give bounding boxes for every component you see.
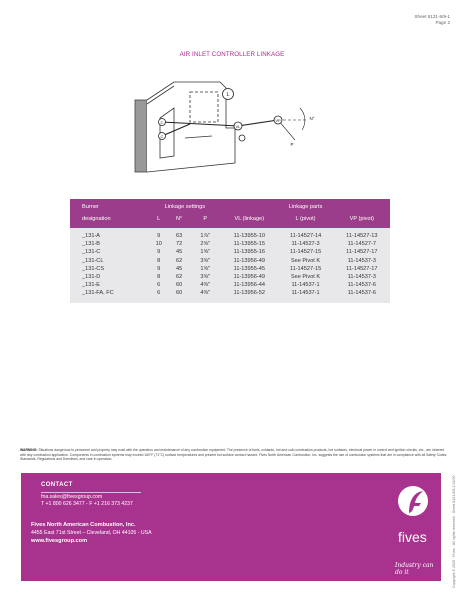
- cell-vl-linkage: 11-13955-16: [221, 248, 277, 256]
- table-row: [70, 257, 390, 265]
- sheet-reference: [414, 14, 450, 26]
- cell-l-pivot: 11-14527-14: [277, 228, 333, 240]
- cell-p: 1⅞": [189, 228, 221, 240]
- cell-p: 4⅜": [189, 289, 221, 302]
- brand-tagline: Industry can do it: [395, 562, 434, 576]
- header-vp-pivot: VP (pivot): [334, 213, 390, 228]
- cell-vl-linkage: 11-13956-44: [221, 281, 277, 289]
- warning-label: WARNING:: [20, 448, 38, 452]
- sheet-number: Sheet 6131-8/9-1: [414, 14, 450, 19]
- linkage-diagram: [130, 78, 330, 178]
- cell-burner: _131-CS: [70, 265, 149, 273]
- cell-vl-linkage: 11-13955-45: [221, 265, 277, 273]
- page-title: AIR INLET CONTROLLER LINKAGE: [179, 51, 285, 58]
- cell-p: 1⅝": [189, 248, 221, 256]
- cell-l: 9: [149, 228, 169, 240]
- contact-phone: T +1 800 626 3477 - F +1 216 373 4237: [41, 501, 133, 507]
- cell-vl-linkage: 11-13956-52: [221, 289, 277, 302]
- cell-n: 72: [169, 240, 189, 248]
- cell-p: 3⅝": [189, 257, 221, 265]
- cell-burner: _131-D: [70, 273, 149, 281]
- cell-n: 63: [169, 228, 189, 240]
- cell-vp-pivot: 11-14527-7: [334, 240, 390, 248]
- header-linkage-parts: Linkage parts: [221, 199, 390, 213]
- header-linkage-settings: Linkage settings: [149, 199, 222, 213]
- cell-l: 10: [149, 240, 169, 248]
- diagram-label-c1: C: [160, 120, 164, 125]
- warning-notice: [20, 448, 448, 462]
- header-n: N°: [169, 213, 189, 228]
- cell-l-pivot: 11-14537-1: [277, 289, 333, 302]
- cell-p: 2⅝": [189, 240, 221, 248]
- copyright-side-text: Copyright © 2020 · Fives · All rights reserved · Sheet 6131-8/9-1 02/20: [452, 475, 456, 588]
- cell-burner: _131-A: [70, 228, 149, 240]
- cell-l-pivot: 11-14527-15: [277, 265, 333, 273]
- table-row: [70, 289, 390, 302]
- diagram-label-l: L: [226, 92, 230, 98]
- table-group-header-row: [70, 199, 390, 213]
- burner-housing-drawing: [135, 82, 235, 172]
- cell-vl-linkage: 11-13955-10: [221, 228, 277, 240]
- cell-l-pivot: See Pivot K: [277, 257, 333, 265]
- cell-l-pivot: 11-14537-1: [277, 281, 333, 289]
- table-row: [70, 240, 390, 248]
- diagram-label-c2: C: [160, 134, 164, 139]
- cell-l: 8: [149, 257, 169, 265]
- table-body: [70, 228, 390, 303]
- cell-n: 60: [169, 289, 189, 302]
- table-row: [70, 281, 390, 289]
- cell-p: 1⅝": [189, 265, 221, 273]
- cell-vp-pivot: 11-14537-6: [334, 281, 390, 289]
- cell-n: 45: [169, 265, 189, 273]
- contact-heading: CONTACT: [41, 482, 73, 488]
- diagram-label-n: N°: [309, 116, 315, 121]
- cell-vp-pivot: 11-14527-17: [334, 248, 390, 256]
- cell-burner: _131-FA, FC: [70, 289, 149, 302]
- cell-burner: _131-B: [70, 240, 149, 248]
- fives-logo-icon: [395, 483, 431, 523]
- cell-vp-pivot: 11-14537-3: [334, 257, 390, 265]
- cell-n: 45: [169, 248, 189, 256]
- cell-l-pivot: See Pivot K: [277, 273, 333, 281]
- table-row: [70, 273, 390, 281]
- cell-l: 9: [149, 265, 169, 273]
- cell-vp-pivot: 11-14537-6: [334, 289, 390, 302]
- cell-vp-pivot: 11-14527-17: [334, 265, 390, 273]
- header-vl-linkage: VL (linkage): [221, 213, 277, 228]
- table-row: [70, 248, 390, 256]
- cell-p: 3⅝": [189, 273, 221, 281]
- table-column-header-row: [70, 213, 390, 228]
- table-row: [70, 228, 390, 240]
- header-l: L: [149, 213, 169, 228]
- diagram-label-vl: VL: [235, 124, 241, 129]
- cell-n: 62: [169, 257, 189, 265]
- brand-wordmark: fives: [398, 529, 427, 545]
- diagram-label-vp: VP: [275, 118, 281, 123]
- table-row: [70, 265, 390, 273]
- linkage-table-container: [70, 199, 390, 303]
- cell-burner: _131-C: [70, 248, 149, 256]
- cell-burner: _131-E: [70, 281, 149, 289]
- page-number: Page 2: [435, 20, 450, 25]
- cell-l-pivot: 11-14527-15: [277, 248, 333, 256]
- cell-burner: _131-CL: [70, 257, 149, 265]
- contact-divider: [41, 492, 141, 493]
- cell-l: 6: [149, 289, 169, 302]
- cell-vl-linkage: 11-13956-49: [221, 257, 277, 265]
- cell-vl-linkage: 11-13956-49: [221, 273, 277, 281]
- cell-n: 60: [169, 281, 189, 289]
- footer-panel: [21, 473, 441, 581]
- header-burner-line1: Burner: [70, 199, 149, 213]
- header-burner-line2: designation: [70, 213, 149, 228]
- cell-vp-pivot: 11-14537-3: [334, 273, 390, 281]
- cell-vp-pivot: 11-14527-13: [334, 228, 390, 240]
- company-address: 4455 East 71st Street – Cleveland, OH 44105 - USA: [31, 530, 152, 536]
- cell-l-pivot: 11-14527-3: [277, 240, 333, 248]
- cell-vl-linkage: 11-13955-15: [221, 240, 277, 248]
- header-l-pivot: L (pivot): [277, 213, 333, 228]
- linkage-table: [70, 199, 390, 303]
- cell-p: 4⅜": [189, 281, 221, 289]
- cell-l: 8: [149, 273, 169, 281]
- company-website[interactable]: www.fivesgroup.com: [31, 538, 88, 544]
- company-name: Fives North American Combustion, Inc.: [31, 522, 136, 528]
- header-p: P: [189, 213, 221, 228]
- cell-l: 6: [149, 281, 169, 289]
- contact-email[interactable]: fna.sales@fivesgroup.com: [41, 494, 103, 500]
- cell-l: 9: [149, 248, 169, 256]
- cell-n: 62: [169, 273, 189, 281]
- warning-text: Situations dangerous to personnel and property may exist with the operation and maintenance of any combustion equipment. The presence of fuels, oxidants, hot and cold combustion products, hot surfaces, electrical power in control and ignition circuits, etc., are inherent with any combustion application. Components in combustion systems may exceed 160°F (71°C) surface temperatures and present hot surface contact hazard. Fives North American Combustion, Inc. suggests the use of combustion systems that are in compliance with all Safety Codes, Standards, Regulations and Directives, and care in operation.: [20, 448, 448, 462]
- diagram-label-p: P: [290, 142, 294, 147]
